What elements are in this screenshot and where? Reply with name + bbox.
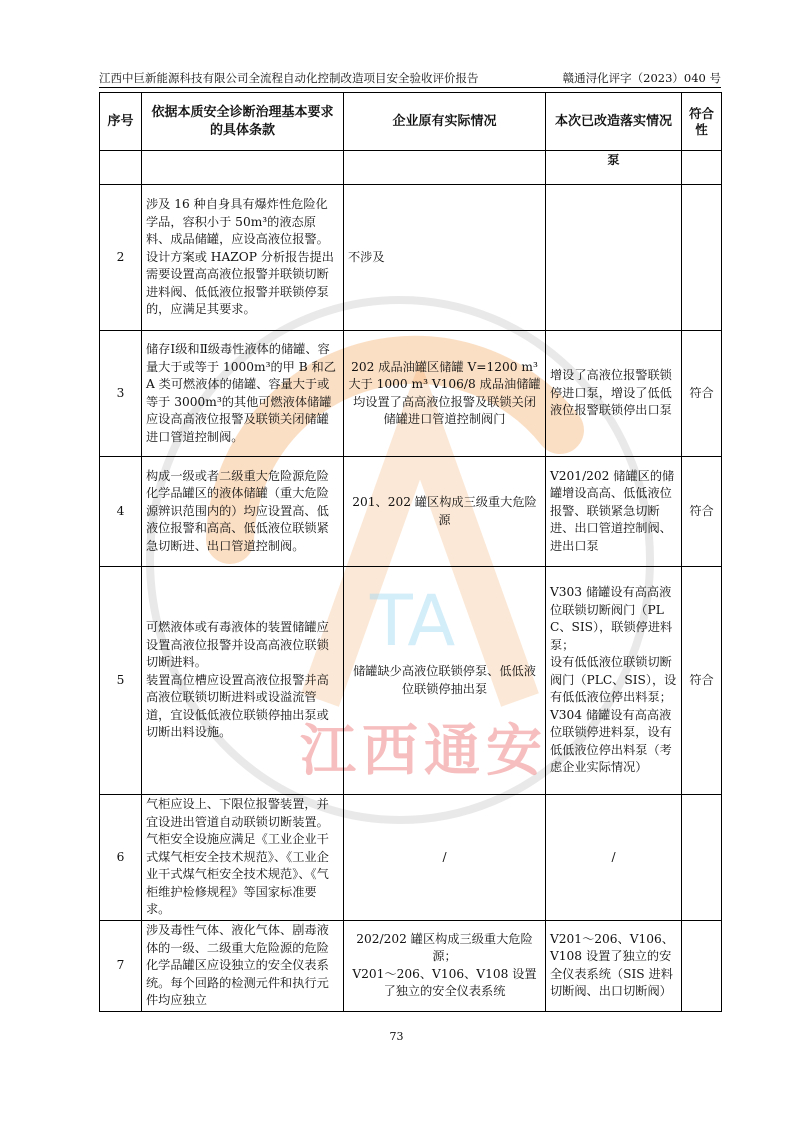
cell-no: 4 [100, 457, 142, 567]
page-number: 73 [389, 1030, 404, 1043]
cell-ok [682, 795, 722, 921]
cell-no [100, 151, 142, 185]
col-header-original: 企业原有实际情况 [344, 93, 546, 151]
col-header-clause: 依据本质安全诊断治理基本要求的具体条款 [142, 93, 344, 151]
cell-done: V201～206、V106、V108 设置了独立的安全仪表系统（SIS 进料切断阀、出口切断阀） [546, 921, 682, 1012]
header-rule [99, 87, 721, 88]
cell-done: 泵 [546, 151, 682, 185]
seal-chinese-text: 江西通安 [300, 719, 548, 784]
table-row [100, 457, 722, 567]
cell-ok [682, 185, 722, 331]
col-header-done: 本次已改造落实情况 [546, 93, 682, 151]
cell-clause [142, 151, 344, 185]
cell-clause: 气柜应设上、下限位报警装置，并宜设进出管道自动联锁切断装置。气柜安全设施应满足《工业企业干式煤气柜安全技术规范》、《工业企业干式煤气柜安全技术规范》、《气柜维护检修规程》等国家标准要求。 [142, 795, 344, 921]
cell-done: 增设了高液位报警联锁停进口泵，增设了低低液位报警联锁停出口泵 [546, 331, 682, 457]
table-row [100, 185, 722, 331]
cell-clause: 储存Ⅰ级和Ⅱ级毒性液体的储罐、容量大于或等于 1000m³的甲 B 和乙 A 类可燃液体的储罐、容量大于或等于 3000m³的其他可燃液体储罐应设高高液位报警及联锁关闭储罐进口管道控制阀。 [142, 331, 344, 457]
page-header [99, 70, 721, 86]
cell-no: 5 [100, 567, 142, 795]
report-title: 江西中巨新能源科技有限公司全流程自动化控制改造项目安全验收评价报告 [99, 71, 479, 85]
table-row [100, 567, 722, 795]
cell-original: 储罐缺少高液位联锁停泵、低低液位联锁停抽出泵 [344, 567, 546, 795]
table-row [100, 921, 722, 1012]
table-row [100, 331, 722, 457]
diagnosis-table [99, 92, 722, 1012]
cell-clause: 可燃液体或有毒液体的装置储罐应设置高液位报警并设高高液位联锁切断进料。 装置高位槽应设置高液位报警并高高液位联锁切断进料或设溢流管道，宜设低低液位联锁停抽出泵或切断出料设施。 [142, 567, 344, 795]
cell-no: 3 [100, 331, 142, 457]
cell-original: 不涉及 [344, 185, 546, 331]
cell-ok: 符合 [682, 457, 722, 567]
cell-original: 201、202 罐区构成三级重大危险源 [344, 457, 546, 567]
cell-done [546, 185, 682, 331]
cell-ok: 符合 [682, 331, 722, 457]
seal-latin-text: TA [370, 580, 456, 662]
cell-clause: 构成一级或者二级重大危险源危险化学品罐区的液体储罐（重大危险源辨识范围内的）均应设置高、低液位报警和高高、低低液位联锁紧急切断进、出口管道控制阀。 [142, 457, 344, 567]
cell-clause: 涉及 16 种自身具有爆炸性危险化学品，容积小于 50m³的液态原料、成品储罐，应设高液位报警。设计方案或 HAZOP 分析报告提出需要设置高高液位报警并联锁切断进料阀、低低液位报警并联锁停泵的，应满足其要求。 [142, 185, 344, 331]
cell-ok [682, 921, 722, 1012]
cell-ok: 符合 [682, 567, 722, 795]
cell-original [344, 151, 546, 185]
table-header-row [100, 93, 722, 151]
cell-done: V303 储罐设有高高液位联锁切断阀门（PLC、SIS），联锁停进料泵； 设有低低液位联锁切断阀门（PLC、SIS），设有低低液位停出料泵； V304 储罐设有高高液位联锁停进料泵，设有低低液位停出料泵（考虑企业实际情况） [546, 567, 682, 795]
cell-done: V201/202 储罐区的储罐增设高高、低低液位报警、联锁紧急切断进、出口管道控制阀、进出口泵 [546, 457, 682, 567]
report-code: 赣通浔化评字（2023）040 号 [562, 71, 721, 85]
table-row [100, 795, 722, 921]
cell-original: / [344, 795, 546, 921]
cell-clause: 涉及毒性气体、液化气体、剧毒液体的一级、二级重大危险源的危险化学品罐区应设独立的安全仪表系统。每个回路的检测元件和执行元件均应独立 [142, 921, 344, 1012]
cell-ok [682, 151, 722, 185]
cell-no: 6 [100, 795, 142, 921]
cell-no: 2 [100, 185, 142, 331]
col-header-no: 序号 [100, 93, 142, 151]
cell-no: 7 [100, 921, 142, 1012]
col-header-ok: 符合性 [682, 93, 722, 151]
cell-original: 202/202 罐区构成三级重大危险源； V201～206、V106、V108 设置了独立的安全仪表系统 [344, 921, 546, 1012]
cell-original: 202 成品油罐区储罐 V=1200 m³ 大于 1000 m³ V106/8 成品油储罐均设置了高高液位报警及联锁关闭储罐进口管道控制阀门 [344, 331, 546, 457]
table-row [100, 151, 722, 185]
cell-done: / [546, 795, 682, 921]
